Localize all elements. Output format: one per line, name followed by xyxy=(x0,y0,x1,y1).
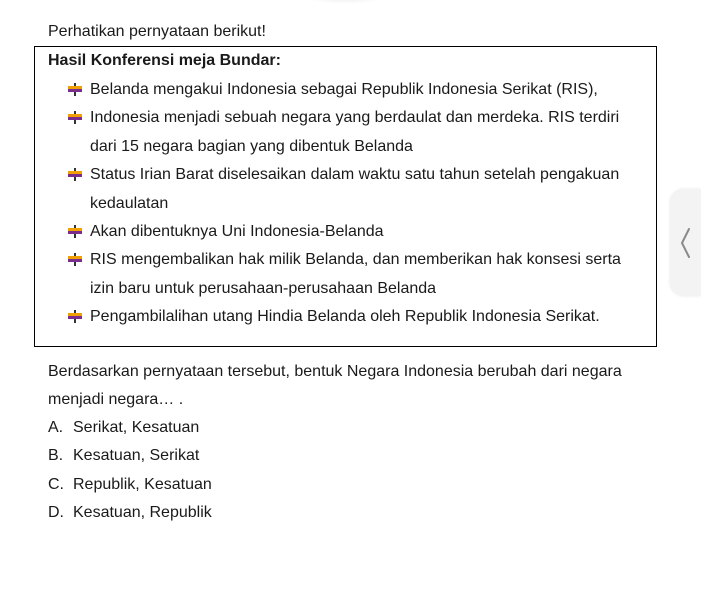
bullet-icon xyxy=(68,310,82,323)
list-item xyxy=(35,218,635,246)
statement-list xyxy=(35,76,635,332)
box-title: Hasil Konferensi meja Bundar: xyxy=(48,52,281,69)
answer-options xyxy=(48,414,212,528)
question-text: Berdasarkan pernyataan tersebut, bentuk Negara Indonesia berubah dari negara menjadi negara… . xyxy=(48,363,622,409)
option-letter: C. xyxy=(48,475,64,493)
top-shadow xyxy=(300,0,390,4)
option-text: Kesatuan, Republik xyxy=(73,504,212,522)
list-item-text: Akan dibentuknya Uni Indonesia-Belanda xyxy=(90,223,384,241)
list-item xyxy=(35,246,635,303)
bullet-icon xyxy=(68,225,82,238)
option-letter: D. xyxy=(48,504,64,522)
bullet-icon xyxy=(68,83,82,96)
statement-box xyxy=(34,46,657,347)
chevron-left-icon xyxy=(678,227,692,259)
list-item-text: Pengambilalihan utang Hindia Belanda oleh Republik Indonesia Serikat. xyxy=(90,308,600,326)
option-c[interactable] xyxy=(48,471,212,499)
side-collapse-tab[interactable] xyxy=(670,189,701,296)
list-item-text: RIS mengembalikan hak milik Belanda, dan memberikan hak konsesi serta izin baru untuk perusahaan-perusahaan Belanda xyxy=(90,251,621,297)
list-item-text: Status Irian Barat diselesaikan dalam waktu satu tahun setelah pengakuan kedaulatan xyxy=(90,166,620,212)
option-text: Republik, Kesatuan xyxy=(73,475,212,493)
list-item-text: Belanda mengakui Indonesia sebagai Republik Indonesia Serikat (RIS), xyxy=(90,81,598,98)
bullet-icon xyxy=(68,111,82,124)
option-a[interactable] xyxy=(48,414,212,442)
option-d[interactable] xyxy=(48,499,212,527)
intro-text: Perhatikan pernyataan berikut! xyxy=(48,23,266,40)
option-letter: B. xyxy=(48,447,64,465)
list-item xyxy=(35,303,635,331)
list-item xyxy=(35,76,635,104)
option-b[interactable] xyxy=(48,442,212,470)
bullet-icon xyxy=(68,253,82,266)
option-letter: A. xyxy=(48,419,64,436)
bullet-icon xyxy=(68,168,82,181)
list-item-text: Indonesia menjadi sebuah negara yang berdaulat dan merdeka. RIS terdiri dari 15 negara bagian yang dibentuk Belanda xyxy=(90,109,620,155)
option-text: Serikat, Kesatuan xyxy=(73,419,200,436)
option-text: Kesatuan, Serikat xyxy=(73,447,200,465)
list-item xyxy=(35,104,635,161)
list-item xyxy=(35,161,635,218)
